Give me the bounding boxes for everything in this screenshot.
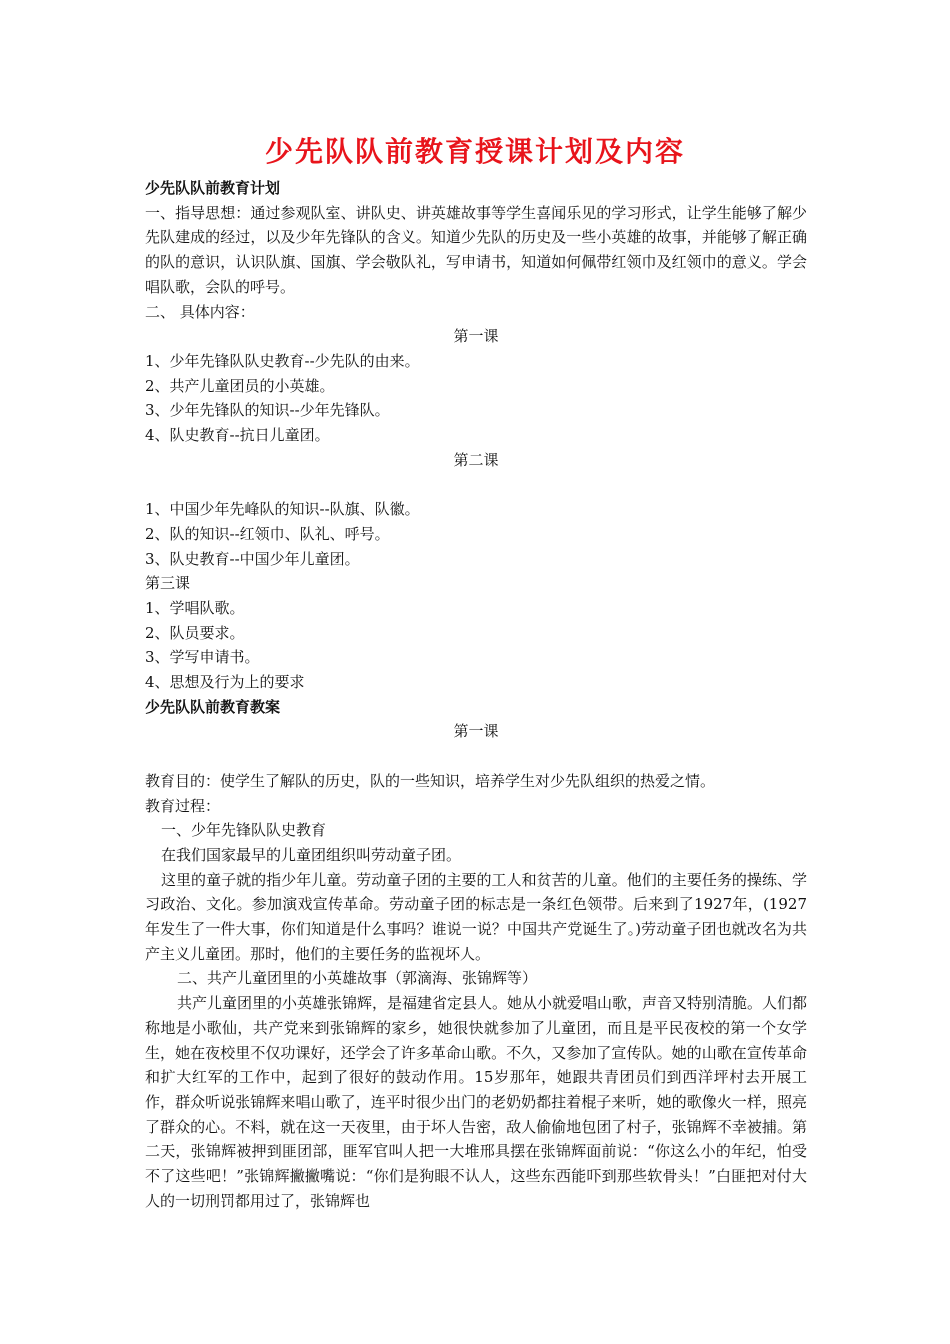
- document-body: [145, 176, 807, 1214]
- process-label: 教育过程：: [145, 796, 221, 815]
- section1-heading: 一、少年先锋队队史教育: [161, 821, 327, 840]
- blank-line: [145, 472, 807, 497]
- paragraph: 这里的童子就的指少年儿童。劳动童子团的主要的工人和贫苦的儿童。他们的主要任务的操练、学习政治、文化。参加演戏宣传革命。劳动童子团的标志是一条红色领带。后来到了1927年，(1927年发生了一件大事，你们知道是什么事吗？谁说一说？中国共产党诞生了。)劳动童子团也就改名为共产主义儿童团。那时，他们的主要任务的监视坏人。: [145, 870, 807, 963]
- lesson3-item: 1、学唱队歌。: [145, 598, 245, 617]
- lesson2-title: 第二课: [453, 450, 499, 469]
- lesson3-item: 4、思想及行为上的要求: [145, 673, 305, 692]
- lesson2-item: 3、队史教育--中国少年儿童团。: [145, 549, 360, 568]
- contents-label: 二、 具体内容：: [145, 302, 255, 321]
- lesson2-item: 2、队的知识--红领巾、队礼、呼号。: [145, 524, 390, 543]
- lesson1-item: 4、队史教育--抗日儿童团。: [145, 426, 330, 445]
- lesson3-item: 3、学写申请书。: [145, 648, 260, 667]
- story-paragraph: 共产儿童团里的小英雄张锦辉，是福建省定县人。她从小就爱唱山歌，声音又特别清脆。人们都称地是小歌仙，共产党来到张锦辉的家乡，她很快就参加了儿童团，而且是平民夜校的第一个女学生，她在夜校里不仅功课好，还学会了许多革命山歌。不久，又参加了宣传队。她的山歌在宣传革命和扩大红军的工作中，起到了很好的鼓动作用。15岁那年，她跟共青团员们到西洋坪村去开展工作，群众听说张锦辉来唱山歌了，连平时很少出门的老奶奶都拄着棍子来听，她的歌像火一样，照亮了群众的心。不料，就在这一天夜里，由于坏人告密，敌人偷偷地包团了村子，张锦辉不幸被捕。第二天，张锦辉被押到匪团部，匪军官叫人把一大堆邢具摆在张锦辉面前说：“你这么小的年纪，怕受不了这些吧！”张锦辉撇撇嘴说：“你们是狗眼不认人，这些东西能吓到那些软骨头！”白匪把对付大人的一切刑罚都用过了，张锦辉也: [145, 994, 808, 1210]
- lesson1-item: 2、共产儿童团员的小英雄。: [145, 376, 335, 395]
- paragraph: 在我们国家最早的儿童团组织叫劳动童子团。: [161, 845, 462, 864]
- education-goal: 教育目的：使学生了解队的历史，队的一些知识，培养学生对少先队组织的热爱之情。: [145, 771, 716, 790]
- lesson-plan-heading: 少先队队前教育教案: [145, 697, 281, 716]
- lesson3-title: 第三课: [145, 574, 191, 593]
- lesson1-title: 第一课: [453, 327, 499, 346]
- section2-heading: 二、共产儿童团里的小英雄故事（郭滴海、张锦辉等）: [177, 969, 538, 988]
- lesson3-item: 2、队员要求。: [145, 623, 245, 642]
- guiding-thought-paragraph: 一、指导思想：通过参观队室、讲队史、讲英雄故事等学生喜闻乐见的学习形式，让学生能够了解少先队建成的经过，以及少年先锋队的含义。知道少先队的历史及一些小英雄的故事，并能够了解正确的队的意识，认识队旗、国旗、学会敬队礼，写申请书，知道如何佩带红领巾及红领巾的意义。学会唱队歌，会队的呼号。: [145, 203, 807, 296]
- lesson1-item: 3、少年先锋队的知识--少年先锋队。: [145, 401, 390, 420]
- lesson2-item: 1、中国少年先峰队的知识--队旗、队徽。: [145, 500, 420, 519]
- lesson-plan-title: 第一课: [453, 722, 499, 741]
- plan-heading: 少先队队前教育计划: [145, 179, 281, 197]
- lesson1-item: 1、少年先锋队队史教育--少先队的由来。: [145, 351, 420, 370]
- document-title: 少先队队前教育授课计划及内容: [264, 135, 685, 168]
- blank-line: [145, 744, 807, 769]
